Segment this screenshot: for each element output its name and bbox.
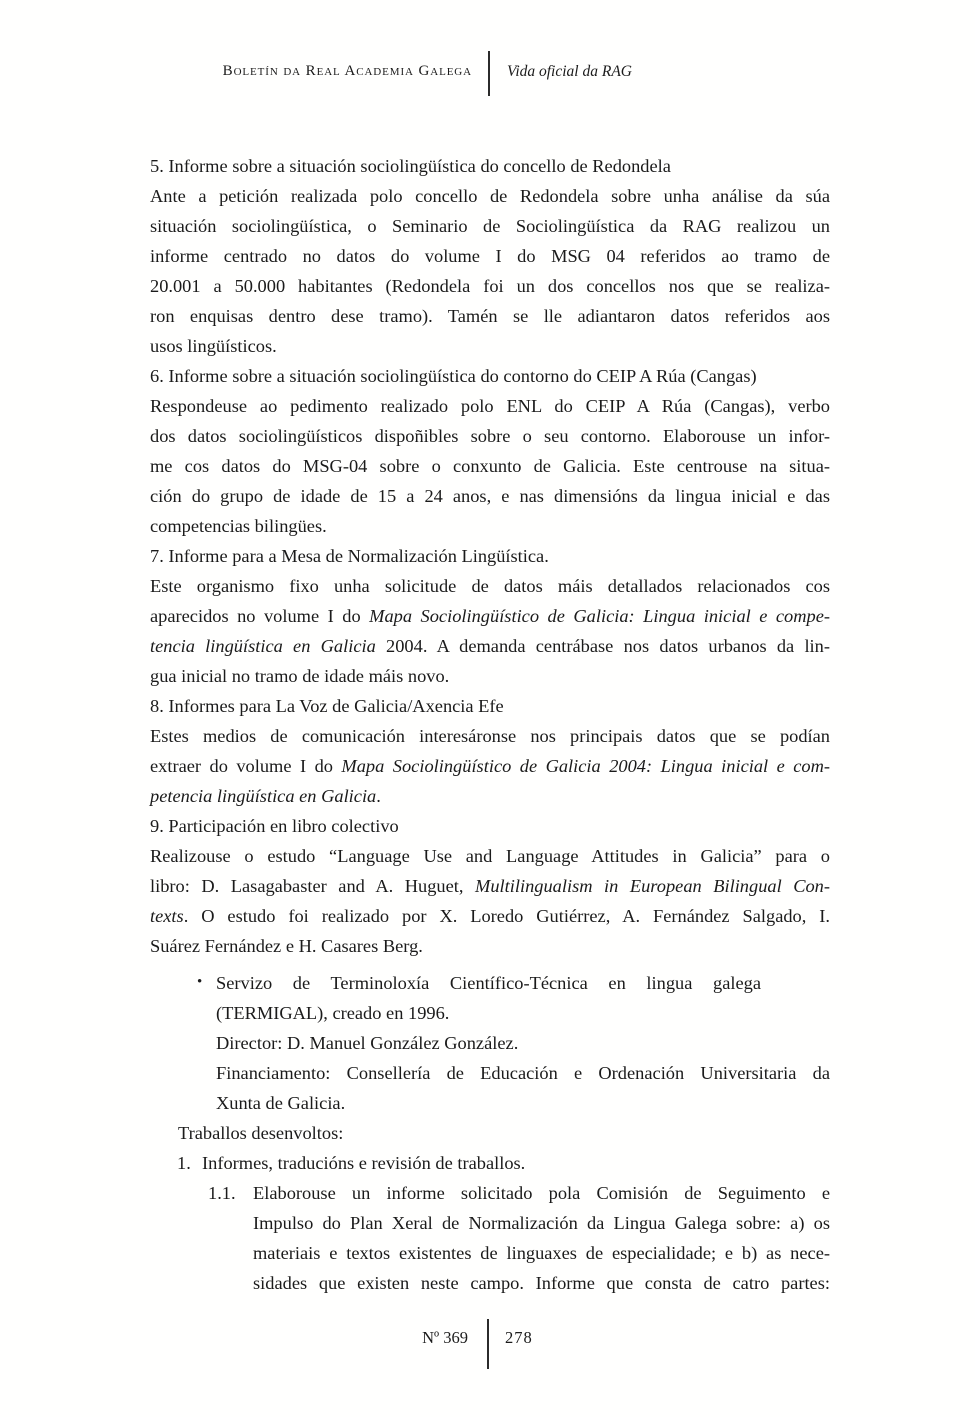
list-marker: 1.1. — [208, 1183, 236, 1203]
text-line — [216, 1088, 830, 1118]
text-run: 8. Informes para La Voz de Galicia/Axencia Efe — [150, 696, 504, 716]
italic-text-run: Multilingualism in European Bilingual Con- — [475, 876, 830, 896]
text-line — [150, 541, 830, 571]
text-line — [197, 968, 761, 998]
issue-number: Nº 369 — [422, 1328, 468, 1347]
text-line — [150, 271, 830, 301]
text-run: gua inicial no tramo de idade máis novo. — [150, 666, 450, 686]
text-run: (TERMIGAL), creado en 1996. — [216, 1003, 450, 1023]
text-line — [253, 1238, 830, 1268]
text-run: . — [376, 786, 381, 806]
text-run: situación sociolingüística, o Seminario de Sociolingüística da RAG realizou un — [150, 216, 830, 236]
italic-text-run: Mapa Sociolingüístico de Galicia: Lingua inicial e compe- — [369, 606, 831, 626]
text-run: extraer do volume I do — [150, 756, 342, 776]
text-run: 7. Informe para a Mesa de Normalización Lingüística. — [150, 546, 549, 566]
text-line — [150, 781, 830, 811]
text-run: Elaborouse un informe solicitado pola Comisión de Seguimento e — [253, 1183, 830, 1203]
text-run: Director: D. Manuel González González. — [216, 1033, 519, 1053]
italic-text-run: Mapa Sociolingüístico de Galicia 2004: Lingua inicial e com- — [341, 756, 830, 776]
header-divider — [488, 51, 490, 96]
text-line — [216, 1058, 830, 1088]
text-run: usos lingüísticos. — [150, 336, 277, 356]
text-line — [150, 181, 830, 211]
footer-divider — [487, 1319, 489, 1369]
italic-text-run: tencia lingüística en Galicia — [150, 636, 376, 656]
text-line — [150, 691, 830, 721]
text-run: me cos datos do MSG-04 sobre o conxunto de Galicia. Este centrouse na situa- — [150, 456, 830, 476]
text-line — [150, 511, 830, 541]
text-run: . O estudo foi realizado por X. Loredo Gutiérrez, A. Fernández Salgado, I. — [183, 906, 830, 926]
text-line — [253, 1208, 830, 1238]
text-line — [150, 331, 830, 361]
text-run: Traballos desenvoltos: — [178, 1123, 344, 1143]
text-line — [150, 871, 830, 901]
text-line — [150, 211, 830, 241]
text-run: Impulso do Plan Xeral de Normalización da Lingua Galega sobre: a) os — [253, 1213, 830, 1233]
page-number: 278 — [505, 1328, 533, 1347]
text-line — [150, 421, 830, 451]
journal-title: Boletín da Real Academia Galega — [222, 63, 472, 79]
text-run: informe centrado no datos do volume I do MSG 04 referidos ao tramo de — [150, 246, 830, 266]
text-run: 2004. A demanda centrábase nos datos urbanos da lin- — [375, 636, 830, 656]
text-line — [150, 601, 830, 631]
text-line — [150, 811, 830, 841]
text-line — [216, 998, 830, 1028]
text-line — [150, 451, 830, 481]
text-line — [150, 241, 830, 271]
text-run: Ante a petición realizada polo concello de Redondela sobre unha análise da súa — [150, 186, 830, 206]
text-line — [150, 481, 830, 511]
text-line — [150, 361, 830, 391]
text-line — [150, 571, 830, 601]
section-title: Vida oficial da RAG — [507, 63, 632, 80]
text-line — [150, 751, 830, 781]
text-run: 6. Informe sobre a situación sociolingüística do contorno do CEIP A Rúa (Cangas) — [150, 366, 757, 386]
text-run: Realizouse o estudo “Language Use and Language Attitudes in Galicia” para o — [150, 846, 830, 866]
text-run: sidades que existen neste campo. Informe que consta de catro partes: — [253, 1273, 830, 1293]
text-line — [150, 151, 830, 181]
list-marker: • — [197, 974, 203, 990]
italic-text-run: texts — [150, 906, 184, 926]
text-line — [150, 721, 830, 751]
text-line — [177, 1148, 830, 1178]
text-run: Suárez Fernández e H. Casares Berg. — [150, 936, 423, 956]
italic-text-run: petencia lingüística en Galicia — [150, 786, 377, 806]
text-run: 20.001 a 50.000 habitantes (Redondela foi un dos concellos nos que se realiza- — [150, 276, 830, 296]
text-line — [253, 1268, 830, 1298]
text-run: dos datos sociolingüísticos dispoñibles sobre o seu contorno. Elaborouse un infor- — [150, 426, 830, 446]
text-line — [150, 841, 830, 871]
text-run: competencias bilingües. — [150, 516, 327, 536]
text-run: Xunta de Galicia. — [216, 1093, 346, 1113]
list-marker: 1. — [177, 1153, 191, 1173]
text-run: ron enquisas dentro dese tramo). Tamén se lle adiantaron datos referidos aos — [150, 306, 830, 326]
text-line — [216, 1028, 830, 1058]
text-run: materiais e textos existentes de linguaxes de especialidade; e b) as nece- — [253, 1243, 830, 1263]
text-run: Informes, traducións e revisión de traballos. — [202, 1153, 526, 1173]
text-run: Servizo de Terminoloxía Científico-Técnica en lingua galega — [216, 973, 761, 993]
text-line — [208, 1178, 830, 1208]
text-line — [150, 931, 830, 961]
text-line — [150, 391, 830, 421]
body-text — [150, 151, 830, 1298]
text-run: Este organismo fixo unha solicitude de datos máis detallados relacionados cos — [150, 576, 830, 596]
text-line — [150, 661, 830, 691]
text-run: Financiamento: Consellería de Educación e Ordenación Universitaria da — [216, 1063, 830, 1083]
text-run: ción do grupo de idade de 15 a 24 anos, e nas dimensións da lingua inicial e das — [150, 486, 830, 506]
text-line — [178, 1118, 830, 1148]
text-run: Estes medios de comunicación interesáronse nos principais datos que se podían — [150, 726, 830, 746]
text-line — [150, 631, 830, 661]
text-line — [150, 901, 830, 931]
text-line — [150, 301, 830, 331]
text-run: 9. Participación en libro colectivo — [150, 816, 399, 836]
text-run: Respondeuse ao pedimento realizado polo ENL do CEIP A Rúa (Cangas), verbo — [150, 396, 830, 416]
text-run: libro: D. Lasagabaster and A. Huguet, — [150, 876, 476, 896]
text-run: 5. Informe sobre a situación sociolingüística do concello de Redondela — [150, 156, 671, 176]
text-run: aparecidos no volume I do — [150, 606, 370, 626]
